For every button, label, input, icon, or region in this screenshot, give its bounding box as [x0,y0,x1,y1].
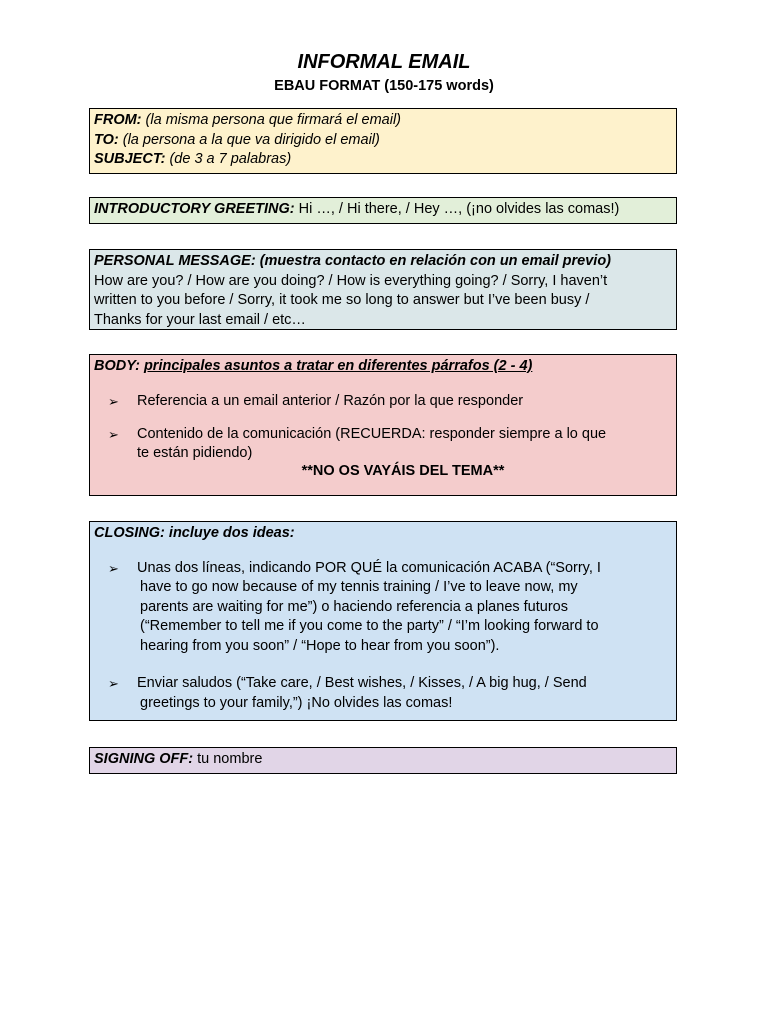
personal-message-line: Thanks for your last email / etc… [94,311,306,328]
body-label: BODY: [94,358,140,374]
closing-item-text: parents are waiting for me”) o haciendo referencia a planes futuros [140,598,568,615]
list-item [94,559,672,657]
signing-off-box [89,747,677,774]
closing-item-text: greetings to your family,”) ¡No olvides las comas! [140,694,453,711]
personal-message-label: PERSONAL MESSAGE: (muestra contacto en relación con un email previo) [94,253,612,269]
greeting-text: Hi …, / Hi there, / Hey …, (¡no olvides las comas!) [294,201,620,217]
personal-message-box [89,249,677,330]
body-header [94,357,672,377]
from-line [94,111,672,131]
closing-item-text: (“Remember to tell me if you come to the party” / “I’m looking forward to [140,618,599,634]
greeting-label: INTRODUCTORY GREETING: [94,201,295,217]
closing-label: CLOSING: incluye dos ideas: [94,525,295,541]
to-text: (la persona a la que va dirigido el email) [122,131,380,148]
personal-message-line: How are you? / How are you doing? / How is everything going? / Sorry, I haven’t [94,272,608,289]
signing-off-label: SIGNING OFF: [94,751,194,767]
arrow-bullet-icon: ➢ [108,676,119,691]
body-box [89,354,677,496]
page-subtitle: EBAU FORMAT (150-175 words) [274,78,494,94]
closing-box [89,521,677,721]
personal-message-line: written to you before / Sorry, it took me so long to answer but I’ve been busy / [94,292,590,308]
closing-item-text: Enviar saludos (“Take care, / Best wishes, / Kisses, / A big hug, / Send [137,675,587,691]
list-item [94,674,672,713]
subject-label: SUBJECT: [94,151,166,167]
list-item [94,425,672,462]
closing-item-text: hearing from you soon” / “Hope to hear from you soon”). [140,637,500,654]
arrow-bullet-icon: ➢ [108,427,119,442]
subject-line [94,150,672,170]
body-item-text: Referencia a un email anterior / Razón por la que responder [137,392,524,409]
closing-item-text: Unas dos líneas, indicando POR QUÉ la comunicación ACABA (“Sorry, I [137,559,601,576]
header-fields-box [89,108,677,174]
to-line [94,131,672,151]
to-label: TO: [94,131,119,148]
arrow-bullet-icon: ➢ [108,393,119,409]
arrow-bullet-icon: ➢ [108,560,119,576]
from-text: (la misma persona que firmará el email) [145,112,401,128]
body-label-underlined: principales asuntos a tratar en diferentes párrafos (2 - 4) [143,358,533,374]
signing-off-text: tu nombre [193,751,263,767]
body-item-text: te están pidiendo) [137,444,253,461]
closing-item-text: have to go now because of my tennis training / I’ve to leave now, my [140,579,578,595]
list-item [94,392,672,412]
page-title: INFORMAL EMAIL [297,51,471,73]
from-label: FROM: [94,112,142,128]
greeting-box [89,197,677,224]
body-emphasis: **NO OS VAYÁIS DEL TEMA** [301,462,505,479]
subject-text: (de 3 a 7 palabras) [169,151,292,167]
body-item-text: Contenido de la comunicación (RECUERDA: responder siempre a lo que [137,426,607,442]
